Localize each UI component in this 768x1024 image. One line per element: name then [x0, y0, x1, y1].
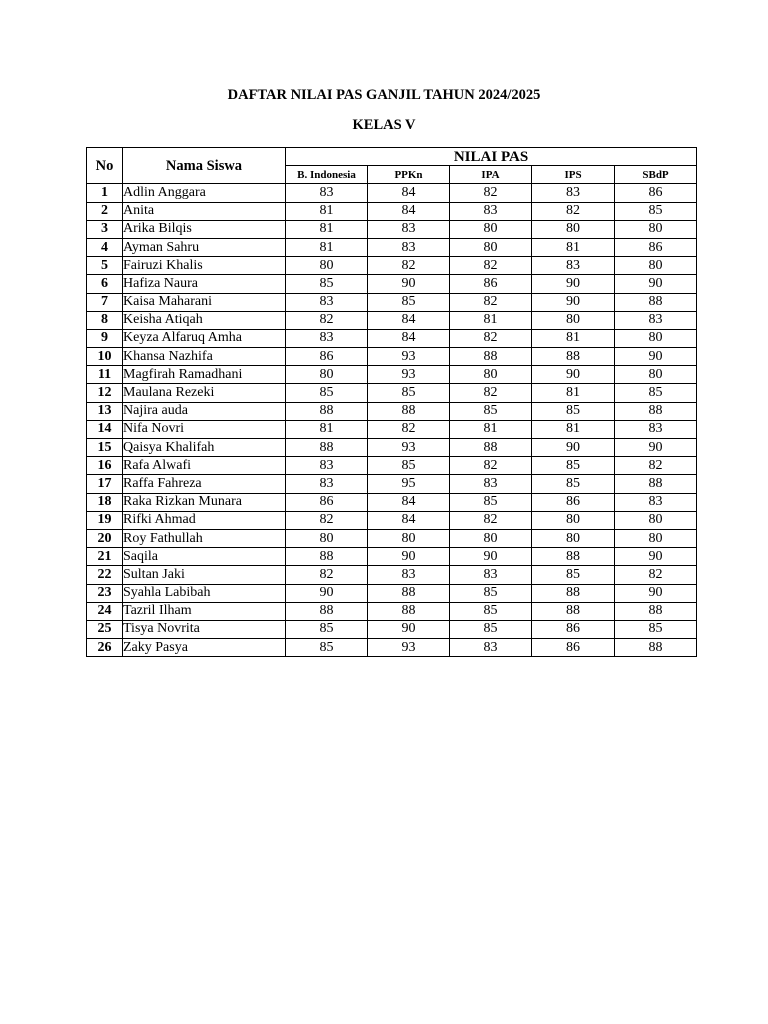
row-number: 6	[87, 275, 123, 293]
score-cell: 80	[615, 220, 697, 238]
score-cell: 88	[286, 548, 368, 566]
score-cell: 82	[450, 329, 532, 347]
table-row	[87, 184, 697, 202]
score-cell: 88	[450, 439, 532, 457]
score-cell: 81	[286, 220, 368, 238]
score-cell: 95	[368, 475, 450, 493]
score-cell: 88	[286, 402, 368, 420]
score-cell: 82	[450, 293, 532, 311]
row-number: 12	[87, 384, 123, 402]
score-cell: 83	[286, 457, 368, 475]
score-cell: 88	[615, 293, 697, 311]
score-cell: 80	[615, 511, 697, 529]
row-number: 17	[87, 475, 123, 493]
document-subtitle: KELAS V	[352, 117, 416, 133]
score-cell: 90	[368, 275, 450, 293]
score-cell: 85	[286, 639, 368, 657]
table-row	[87, 566, 697, 584]
header-subject: IPA	[450, 166, 532, 184]
score-cell: 80	[368, 529, 450, 547]
student-name: Tazril Ilham	[123, 602, 286, 620]
score-cell: 84	[368, 184, 450, 202]
score-cell: 90	[532, 293, 615, 311]
table-row	[87, 366, 697, 384]
score-cell: 86	[615, 184, 697, 202]
table-row	[87, 493, 697, 511]
grades-table	[86, 147, 697, 657]
table-row	[87, 329, 697, 347]
score-cell: 81	[450, 311, 532, 329]
table-row	[87, 311, 697, 329]
score-cell: 82	[450, 384, 532, 402]
student-name: Sultan Jaki	[123, 566, 286, 584]
student-name: Maulana Rezeki	[123, 384, 286, 402]
row-number: 22	[87, 566, 123, 584]
grades-table-head	[87, 148, 697, 184]
score-cell: 90	[368, 620, 450, 638]
score-cell: 83	[532, 257, 615, 275]
score-cell: 85	[368, 384, 450, 402]
row-number: 26	[87, 639, 123, 657]
student-name: Raffa Fahreza	[123, 475, 286, 493]
score-cell: 86	[615, 238, 697, 256]
score-cell: 83	[368, 238, 450, 256]
score-cell: 93	[368, 439, 450, 457]
score-cell: 80	[615, 329, 697, 347]
score-cell: 85	[450, 602, 532, 620]
header-row-top	[87, 148, 697, 166]
student-name: Rafa Alwafi	[123, 457, 286, 475]
score-cell: 82	[450, 184, 532, 202]
score-cell: 88	[286, 602, 368, 620]
student-name: Anita	[123, 202, 286, 220]
row-number: 10	[87, 348, 123, 366]
score-cell: 83	[615, 493, 697, 511]
score-cell: 85	[286, 384, 368, 402]
student-name: Keisha Atiqah	[123, 311, 286, 329]
header-nilai-pas: NILAI PAS	[286, 148, 697, 166]
table-row	[87, 275, 697, 293]
score-cell: 85	[450, 493, 532, 511]
score-cell: 80	[615, 257, 697, 275]
score-cell: 88	[286, 439, 368, 457]
score-cell: 90	[450, 548, 532, 566]
score-cell: 88	[532, 584, 615, 602]
score-cell: 81	[286, 202, 368, 220]
score-cell: 88	[368, 402, 450, 420]
score-cell: 84	[368, 311, 450, 329]
student-name: Saqila	[123, 548, 286, 566]
student-name: Syahla Labibah	[123, 584, 286, 602]
student-name: Zaky Pasya	[123, 639, 286, 657]
score-cell: 85	[532, 566, 615, 584]
score-cell: 81	[532, 329, 615, 347]
score-cell: 85	[368, 457, 450, 475]
score-cell: 88	[615, 602, 697, 620]
score-cell: 81	[532, 384, 615, 402]
score-cell: 80	[286, 529, 368, 547]
table-row	[87, 202, 697, 220]
row-number: 3	[87, 220, 123, 238]
table-row	[87, 384, 697, 402]
score-cell: 81	[532, 420, 615, 438]
score-cell: 80	[450, 529, 532, 547]
score-cell: 83	[368, 220, 450, 238]
score-cell: 84	[368, 511, 450, 529]
score-cell: 83	[286, 329, 368, 347]
score-cell: 82	[368, 257, 450, 275]
table-row	[87, 511, 697, 529]
score-cell: 90	[532, 439, 615, 457]
score-cell: 83	[286, 293, 368, 311]
score-cell: 82	[450, 257, 532, 275]
student-name: Khansa Nazhifa	[123, 348, 286, 366]
score-cell: 82	[615, 566, 697, 584]
score-cell: 85	[368, 293, 450, 311]
score-cell: 85	[532, 457, 615, 475]
score-cell: 80	[615, 529, 697, 547]
row-number: 5	[87, 257, 123, 275]
score-cell: 80	[286, 366, 368, 384]
score-cell: 85	[286, 275, 368, 293]
score-cell: 82	[286, 511, 368, 529]
header-subject: PPKn	[368, 166, 450, 184]
score-cell: 88	[368, 602, 450, 620]
score-cell: 83	[532, 184, 615, 202]
score-cell: 84	[368, 202, 450, 220]
row-number: 23	[87, 584, 123, 602]
score-cell: 90	[615, 348, 697, 366]
header-no: No	[87, 148, 123, 184]
table-row	[87, 439, 697, 457]
row-number: 15	[87, 439, 123, 457]
score-cell: 84	[368, 329, 450, 347]
score-cell: 82	[368, 420, 450, 438]
score-cell: 85	[450, 620, 532, 638]
score-cell: 83	[450, 202, 532, 220]
score-cell: 85	[450, 402, 532, 420]
student-name: Hafiza Naura	[123, 275, 286, 293]
table-row	[87, 238, 697, 256]
row-number: 16	[87, 457, 123, 475]
score-cell: 83	[615, 311, 697, 329]
score-cell: 86	[532, 620, 615, 638]
row-number: 20	[87, 529, 123, 547]
row-number: 21	[87, 548, 123, 566]
table-row	[87, 584, 697, 602]
row-number: 24	[87, 602, 123, 620]
score-cell: 84	[368, 493, 450, 511]
student-name: Qaisya Khalifah	[123, 439, 286, 457]
score-cell: 88	[532, 548, 615, 566]
score-cell: 80	[450, 220, 532, 238]
score-cell: 83	[450, 639, 532, 657]
student-name: Roy Fathullah	[123, 529, 286, 547]
student-name: Najira auda	[123, 402, 286, 420]
score-cell: 83	[615, 420, 697, 438]
score-cell: 90	[615, 439, 697, 457]
row-number: 9	[87, 329, 123, 347]
row-number: 2	[87, 202, 123, 220]
score-cell: 83	[450, 475, 532, 493]
row-number: 7	[87, 293, 123, 311]
score-cell: 88	[368, 584, 450, 602]
score-cell: 86	[286, 493, 368, 511]
table-row	[87, 257, 697, 275]
table-row	[87, 602, 697, 620]
student-name: Rifki Ahmad	[123, 511, 286, 529]
row-number: 25	[87, 620, 123, 638]
score-cell: 93	[368, 348, 450, 366]
score-cell: 85	[532, 402, 615, 420]
student-name: Kaisa Maharani	[123, 293, 286, 311]
score-cell: 93	[368, 366, 450, 384]
header-subject: B. Indonesia	[286, 166, 368, 184]
header-subject: SBdP	[615, 166, 697, 184]
score-cell: 80	[532, 220, 615, 238]
score-cell: 85	[450, 584, 532, 602]
row-number: 19	[87, 511, 123, 529]
score-cell: 90	[615, 275, 697, 293]
score-cell: 88	[615, 639, 697, 657]
score-cell: 86	[532, 639, 615, 657]
document-title: DAFTAR NILAI PAS GANJIL TAHUN 2024/2025	[227, 87, 541, 103]
score-cell: 83	[368, 566, 450, 584]
header-subject: IPS	[532, 166, 615, 184]
score-cell: 83	[286, 475, 368, 493]
score-cell: 80	[450, 366, 532, 384]
score-cell: 80	[450, 238, 532, 256]
score-cell: 85	[615, 620, 697, 638]
table-row	[87, 475, 697, 493]
score-cell: 80	[532, 529, 615, 547]
row-number: 1	[87, 184, 123, 202]
student-name: Magfirah Ramadhani	[123, 366, 286, 384]
row-number: 14	[87, 420, 123, 438]
score-cell: 81	[532, 238, 615, 256]
student-name: Nifa Novri	[123, 420, 286, 438]
score-cell: 88	[532, 602, 615, 620]
score-cell: 82	[286, 311, 368, 329]
score-cell: 93	[368, 639, 450, 657]
score-cell: 90	[615, 584, 697, 602]
score-cell: 90	[532, 366, 615, 384]
score-cell: 86	[286, 348, 368, 366]
row-number: 13	[87, 402, 123, 420]
header-student-name: Nama Siswa	[123, 148, 286, 184]
score-cell: 86	[450, 275, 532, 293]
score-cell: 82	[450, 511, 532, 529]
score-cell: 88	[532, 348, 615, 366]
score-cell: 88	[450, 348, 532, 366]
score-cell: 81	[450, 420, 532, 438]
score-cell: 80	[615, 366, 697, 384]
table-row	[87, 293, 697, 311]
row-number: 11	[87, 366, 123, 384]
score-cell: 81	[286, 238, 368, 256]
table-row	[87, 220, 697, 238]
row-number: 8	[87, 311, 123, 329]
score-cell: 85	[532, 475, 615, 493]
score-cell: 90	[286, 584, 368, 602]
score-cell: 82	[450, 457, 532, 475]
student-name: Fairuzi Khalis	[123, 257, 286, 275]
score-cell: 90	[532, 275, 615, 293]
score-cell: 85	[286, 620, 368, 638]
table-row	[87, 529, 697, 547]
score-cell: 82	[532, 202, 615, 220]
student-name: Keyza Alfaruq Amha	[123, 329, 286, 347]
score-cell: 82	[615, 457, 697, 475]
table-row	[87, 548, 697, 566]
score-cell: 90	[615, 548, 697, 566]
score-cell: 80	[286, 257, 368, 275]
score-cell: 81	[286, 420, 368, 438]
table-row	[87, 639, 697, 657]
grades-table-body	[87, 184, 697, 657]
score-cell: 90	[368, 548, 450, 566]
table-row	[87, 420, 697, 438]
row-number: 18	[87, 493, 123, 511]
student-name: Arika Bilqis	[123, 220, 286, 238]
score-cell: 83	[286, 184, 368, 202]
row-number: 4	[87, 238, 123, 256]
student-name: Tisya Novrita	[123, 620, 286, 638]
student-name: Raka Rizkan Munara	[123, 493, 286, 511]
score-cell: 88	[615, 402, 697, 420]
student-name: Ayman Sahru	[123, 238, 286, 256]
table-row	[87, 402, 697, 420]
score-cell: 86	[532, 493, 615, 511]
score-cell: 82	[286, 566, 368, 584]
score-cell: 83	[450, 566, 532, 584]
student-name: Adlin Anggara	[123, 184, 286, 202]
score-cell: 88	[615, 475, 697, 493]
score-cell: 80	[532, 511, 615, 529]
score-cell: 85	[615, 384, 697, 402]
table-row	[87, 348, 697, 366]
table-row	[87, 457, 697, 475]
score-cell: 85	[615, 202, 697, 220]
score-cell: 80	[532, 311, 615, 329]
table-row	[87, 620, 697, 638]
